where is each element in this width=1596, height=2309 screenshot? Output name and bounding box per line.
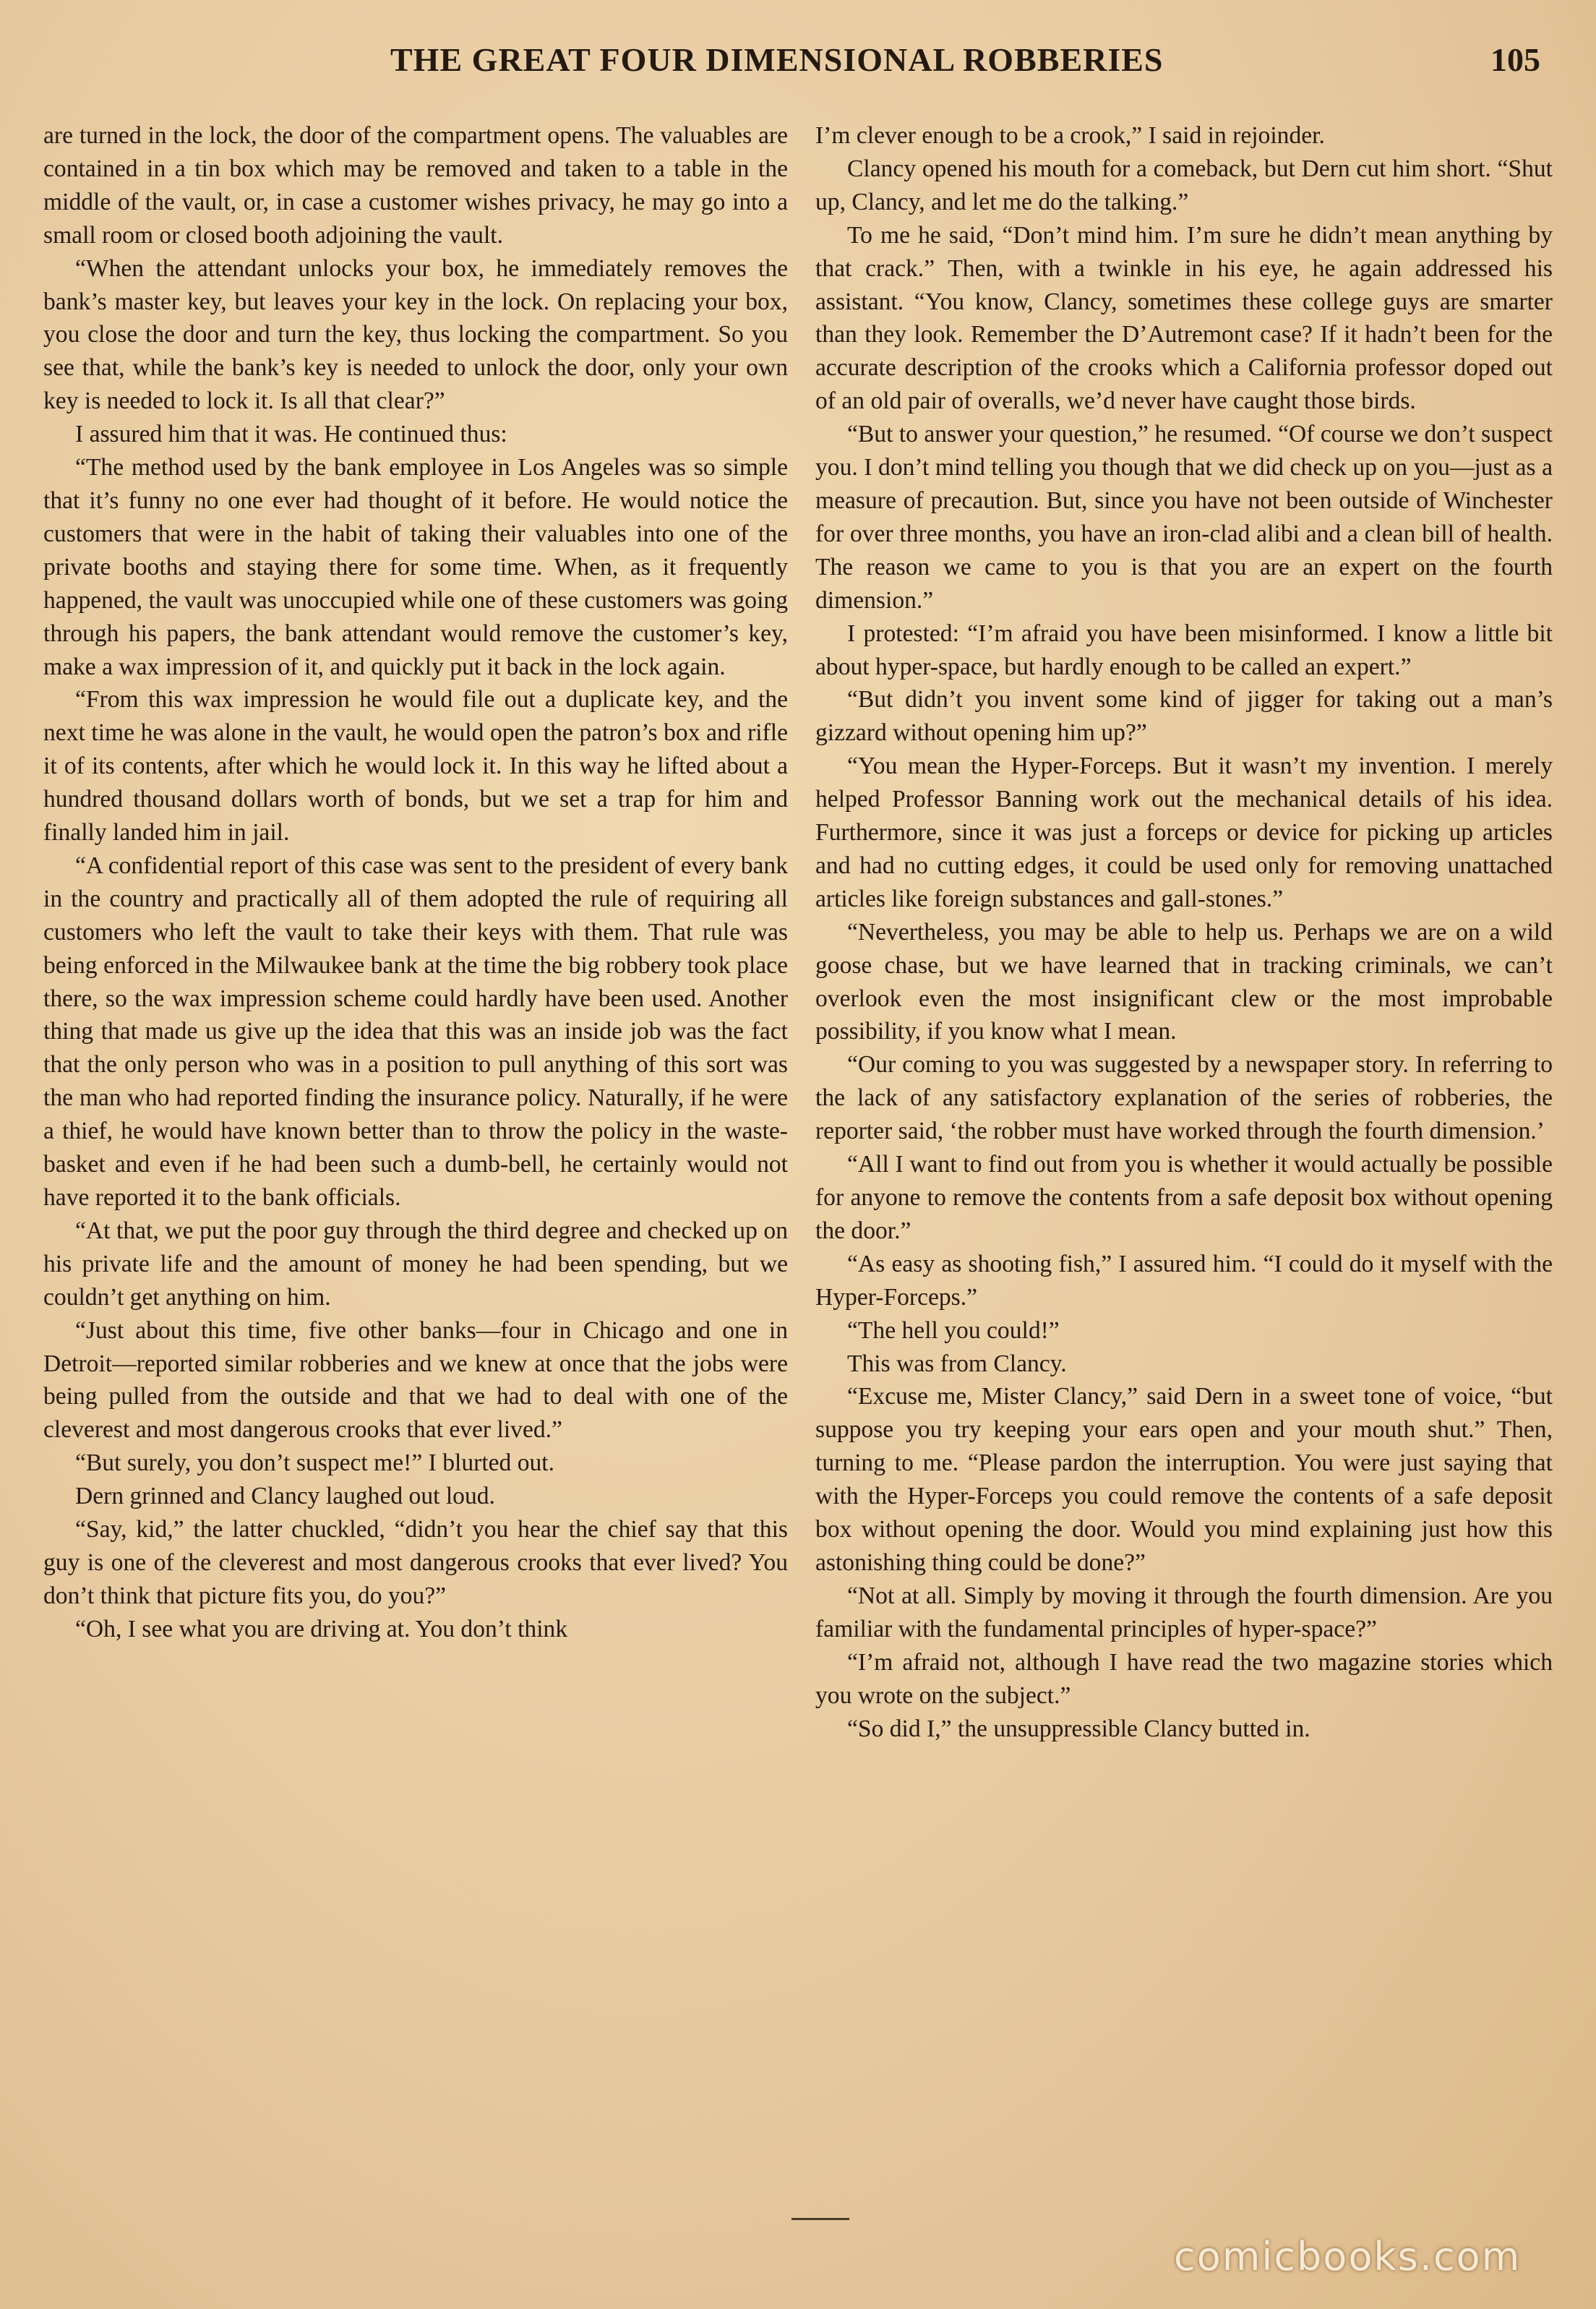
paragraph: I protested: “I’m afraid you have been misinformed. I know a little bit about hyper-space, but hardly enough to be called an expert.” (815, 620, 1553, 680)
paragraph: “The hell you could!” (847, 1316, 1060, 1344)
paragraph: “All I want to find out from you is whether it would actually be possible for anyone to remove the contents from a safe deposit box without opening the door.” (815, 1151, 1553, 1244)
paragraph: “Say, kid,” the latter chuckled, “didn’t you hear the chief say that this guy is one of the cleverest and most dangerous crooks that ever lived? You don’t think that picture fits you, do you?” (43, 1516, 788, 1609)
paragraph: Dern grinned and Clancy laughed out loud. (75, 1483, 495, 1510)
paragraph: “Excuse me, Mister Clancy,” said Dern in a sweet tone of voice, “but suppose you try keeping your ears open and your mouth shut.” Then, turning to me. “Please pardon the interruption. You were just saying that with the Hyper-Forceps you could remove the contents of a safe deposit box without opening the door. Would you mind explaining just how this astonishing thing could be done?” (815, 1383, 1553, 1576)
paragraph: “So did I,” the unsuppressible Clancy butted in. (847, 1715, 1310, 1742)
paragraph: “Not at all. Simply by moving it through the fourth dimension. Are you familiar with the fundamental principles of hyper-space?” (815, 1582, 1553, 1642)
running-title: THE GREAT FOUR DIMENSIONAL ROBBERIES (390, 41, 1164, 78)
page-number: 105 (1490, 41, 1540, 78)
paragraph: “Oh, I see what you are driving at. You don’t think (75, 1615, 568, 1642)
paragraph: Clancy opened his mouth for a comeback, but Dern cut him short. “Shut up, Clancy, and let me do the talking.” (815, 155, 1553, 215)
paragraph: “The method used by the bank employee in Los Angeles was so simple that it’s funny no one ever had thought of it before. He would notice the customers that were in the habit of taking their valuables into one of the private booths and staying there for some time. When, as it frequently happened, the vault was unoccupied while one of these customers was going through his papers, the bank attendant would remove the customer’s key, make a wax impression of it, and quickly put it back in the lock again. (43, 454, 788, 680)
right-column (815, 119, 1553, 1745)
paragraph: “A confidential report of this case was sent to the president of every bank in the country and practically all of them adopted the rule of requiring all customers who left the vault to take their keys with them. That rule was being enforced in the Milwaukee bank at the time the big robbery took place there, so the wax impression scheme could hardly have been used. Another thing that made us give up the idea that this was an inside job was the fact that the only person who was in a position to pull anything of this sort was the man who had reported finding the insurance policy. Naturally, if he were a thief, he would have known better than to throw the policy in the waste-basket and even if he had been such a dumb-bell, he certainly would not have reported it to the bank officials. (43, 852, 788, 1211)
paragraph: I’m clever enough to be a crook,” I said in rejoinder. (815, 122, 1325, 149)
left-column (43, 119, 788, 1646)
paragraph: “I’m afraid not, although I have read the two magazine stories which you wrote on the subject.” (815, 1648, 1553, 1709)
paragraph: “When the attendant unlocks your box, he immediately removes the bank’s master key, but leaves your key in the lock. On replacing your box, you close the door and turn the key, thus locking the compartment. So you see that, while the bank’s key is needed to unlock the door, only your own key is needed to lock it. Is all that clear?” (43, 254, 788, 415)
paragraph: “You mean the Hyper-Forceps. But it wasn’t my invention. I merely helped Professor Banning work out the mechanical details of his idea. Furthermore, since it was just a forceps or device for picking up articles and had no cutting edges, it could be used only for removing unattached articles like foreign substances and gall-stones.” (815, 753, 1553, 912)
paragraph: “But to answer your question,” he resumed. “Of course we don’t suspect you. I don’t mind telling you though that we did check up on you—just as a measure of precaution. But, since you have not been outside of Winchester for over three months, you have an iron-clad alibi and a clean bill of health. The reason we came to you is that you are an expert on the fourth dimension.” (815, 421, 1553, 614)
paragraph: This was from Clancy. (847, 1350, 1067, 1377)
paragraph: “But surely, you don’t suspect me!” I blurted out. (75, 1449, 555, 1477)
page-header (0, 40, 1596, 91)
site-watermark: comicbooks.com (1174, 2234, 1522, 2279)
paragraph: “Just about this time, five other banks—four in Chicago and one in Detroit—reported similar robberies and we knew at once that the jobs were being pulled from the outside and that we had to deal with one of the cleverest and most dangerous crooks that ever lived.” (43, 1316, 788, 1444)
paragraph: “From this wax impression he would file out a duplicate key, and the next time he was alone in the vault, he would open the patron’s box and rifle it of its contents, after which he would lock it. In this way he lifted about a hundred thousand dollars worth of bonds, but we set a trap for him and finally landed him in jail. (43, 686, 788, 847)
paragraph: “At that, we put the poor guy through the third degree and checked up on his private life and the amount of money he had been spending, but we couldn’t get anything on him. (43, 1217, 788, 1311)
paragraph: “As easy as shooting fish,” I assured him. “I could do it myself with the Hyper-Forceps.” (815, 1250, 1553, 1311)
paragraph: “Nevertheless, you may be able to help us. Perhaps we are on a wild goose chase, but we have learned that in tracking criminals, we can’t overlook even the most insignificant clew or the most improbable possibility, if you know what I mean. (815, 918, 1553, 1045)
paragraph: are turned in the lock, the door of the compartment opens. The valuables are contained in a tin box which may be removed and taken to a table in the middle of the vault, or, in case a customer wishes privacy, he may go into a small room or closed booth adjoining the vault. (43, 122, 788, 249)
paragraph: I assured him that it was. He continued thus: (75, 421, 507, 448)
ink-mark (791, 2218, 849, 2220)
paragraph: “But didn’t you invent some kind of jigger for taking out a man’s gizzard without opening him up?” (815, 686, 1553, 747)
paragraph: “Our coming to you was suggested by a newspaper story. In referring to the lack of any satisfactory explanation of the series of robberies, the reporter said, ‘the robber must have worked through the fourth dimension.’ (815, 1051, 1553, 1145)
paragraph: To me he said, “Don’t mind him. I’m sure he didn’t mean anything by that crack.” Then, with a twinkle in his eye, he again addressed his assistant. “You know, Clancy, sometimes these college guys are smarter than they look. Remember the D’Autremont case? If it hadn’t been for the accurate description of the crooks which a California professor doped out of an old pair of overalls, we’d never have caught those birds. (815, 221, 1553, 415)
